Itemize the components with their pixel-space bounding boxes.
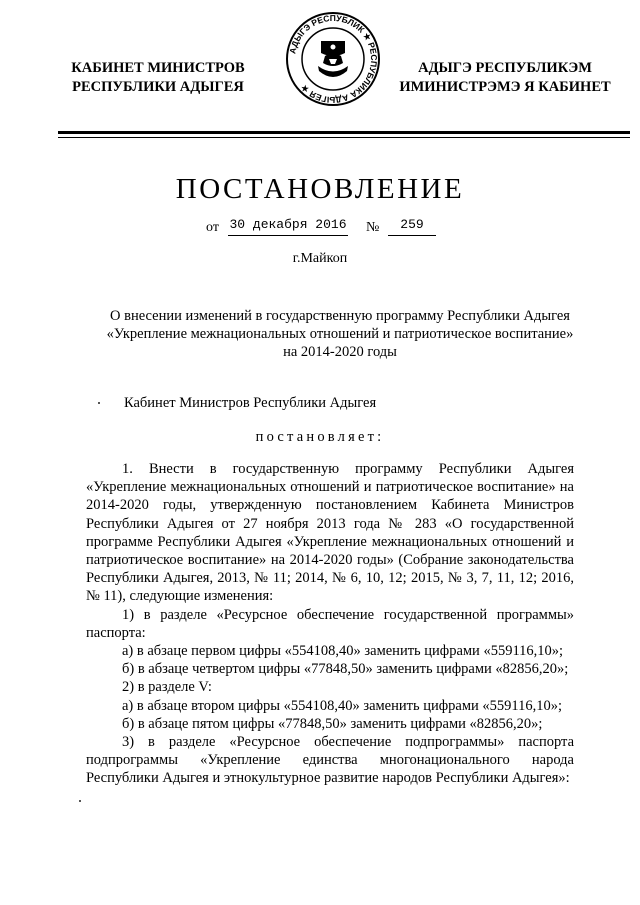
issuer-header-russian <box>38 59 278 97</box>
document-body <box>86 460 574 788</box>
body-paragraph: а) в абзаце втором цифры «554108,40» заменить цифрами «559116,10»; <box>122 697 562 714</box>
issuer-header-line: ИМИНИСТРЭМЭ Я КАБИНЕТ <box>399 79 611 95</box>
body-paragraph: 2) в разделе V: <box>122 679 212 696</box>
subject-line: О внесении изменений в государственную программу Республики Адыгея <box>110 308 570 324</box>
number-prefix: № <box>366 220 380 235</box>
issuer-header-adyghe <box>380 59 630 97</box>
subject-line: на 2014-2020 годы <box>283 344 397 360</box>
city-of-issue: г.Майкоп <box>292 251 348 266</box>
document-subject <box>60 307 620 361</box>
body-paragraph: 1) в разделе «Ресурсное обеспечение государственной программы» паспорта: <box>86 606 574 641</box>
body-paragraph: б) в абзаце пятом цифры «77848,50» заменить цифрами «82856,20»; <box>122 715 543 732</box>
scan-speck <box>98 402 100 404</box>
document-title: ПОСТАНОВЛЕНИЕ <box>175 173 465 205</box>
body-paragraph: а) в абзаце первом цифры «554108,40» заменить цифрами «559116,10»; <box>122 643 564 660</box>
issuer-header-line: КАБИНЕТ МИНИСТРОВ <box>71 60 245 76</box>
header-divider-thin <box>58 137 630 138</box>
header-divider-thick <box>58 131 630 134</box>
date-prefix: от <box>206 220 219 235</box>
body-paragraph: 1. Внести в государственную программу Республики Адыгея «Укрепление межнациональных отношений и патриотическое воспитание» на 2014-2020 годы, утвержденную постановлением Кабинета Министров Республики Адыгея от 27 ноября 2013 года № 283 «О государственной программе Республики Адыгея «Укрепление межнациональных отношений и патриотическое воспитание» на 2014-2020 годы» (Собрание законодательства Республики Адыгея, 2013, № 11; 2014, № 6, 10, 12; 2015, № 3, 7, 11, 12; 2016, № 11), следующие изменения: <box>86 461 574 605</box>
body-paragraph: 3) в разделе «Ресурсное обеспечение подпрограммы» паспорта подпрограммы «Укрепление единства многонационального народа Республики Адыгея и этнокультурное развитие народов Республики Адыгея»: <box>86 734 574 787</box>
coat-of-arms-icon <box>285 11 381 107</box>
scan-speck <box>79 800 81 802</box>
document-date: 30 декабря 2016 <box>228 217 348 236</box>
body-paragraph: б) в абзаце четвертом цифры «77848,50» заменить цифрами «82856,20»; <box>122 661 569 678</box>
subject-line: «Укрепление межнациональных отношений и патриотическое воспитание» <box>106 326 574 342</box>
decrees-heading: постановляет: <box>255 429 385 445</box>
svg-text:АДЫГЭ РЕСПУБЛИК ★ РЕСПУБЛИКА: АДЫГЭ РЕСПУБЛИК ★ РЕСПУБЛИКА АДЫГЕЯ ★ <box>287 12 380 106</box>
issuing-body: Кабинет Министров Республики Адыгея <box>124 395 377 411</box>
document-number: 259 <box>388 217 436 236</box>
issuer-header-line: АДЫГЭ РЕСПУБЛИКЭМ <box>418 60 592 76</box>
issuer-header-line: РЕСПУБЛИКИ АДЫГЕЯ <box>72 79 244 95</box>
